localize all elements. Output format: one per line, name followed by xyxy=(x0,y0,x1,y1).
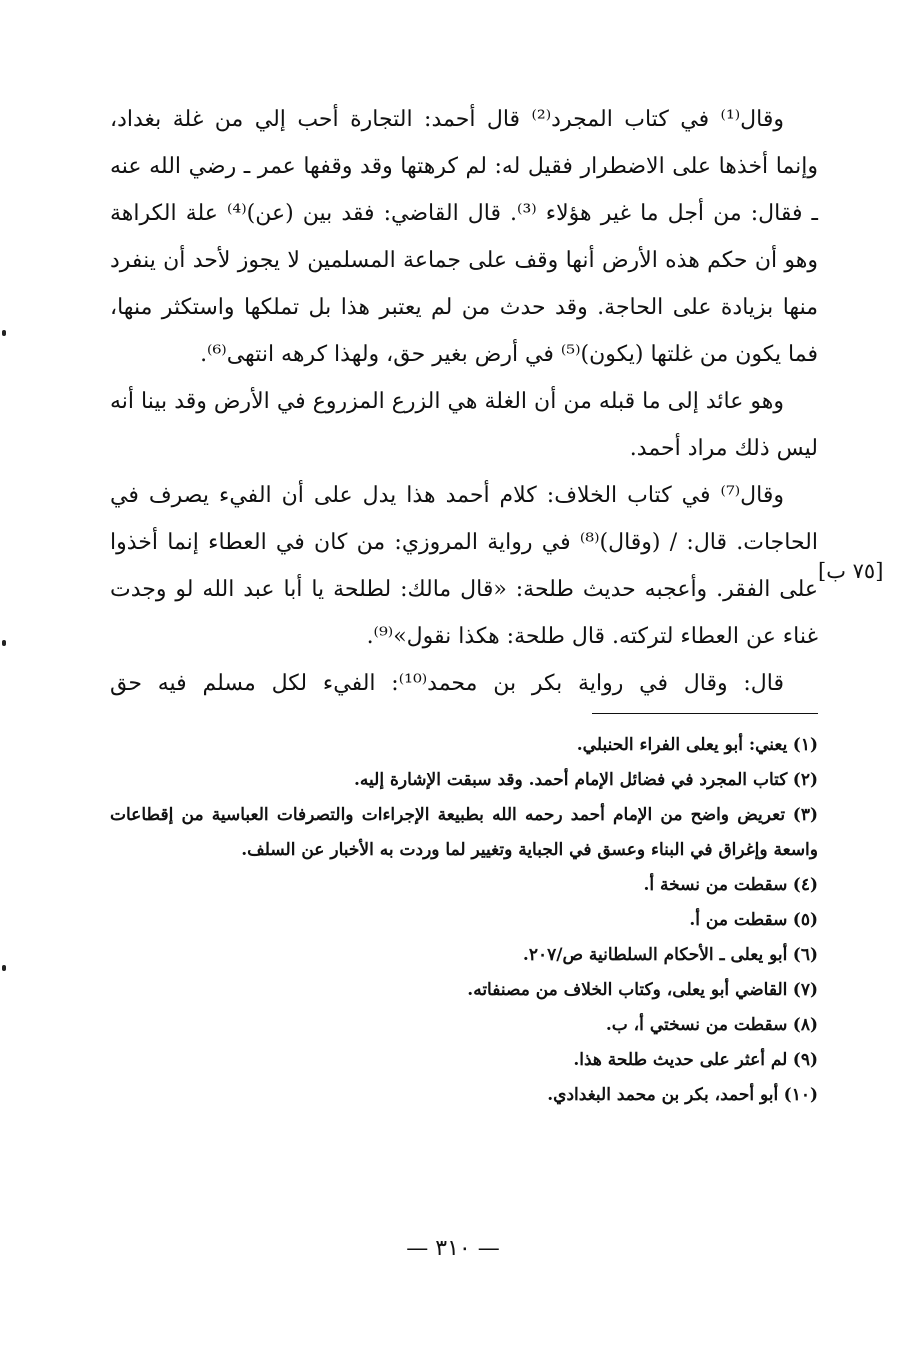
footnote-divider xyxy=(592,713,818,714)
main-text xyxy=(110,96,818,707)
footnote-7: (٧) القاضي أبو يعلى، وكتاب الخلاف من مصنفاته. xyxy=(467,980,818,1000)
paragraph-3: وقال⁽⁷⁾ في كتاب الخلاف: كلام أحمد هذا يدل على أن الفيء يصرف في الحاجات. قال: / (وقال)⁽⁸⁾ في رواية المروزي: من كان في العطاء إنما أخذوا على الفقر. وأعجبه حديث طلحة: «قال مالك: لطلحة يا أبا عبد الله لو وجدت غناء عن العطاء لتركته. قال طلحة: هكذا نقول»⁽⁹⁾. xyxy=(110,483,819,649)
footnote-1: (١) يعني: أبو يعلى الفراء الحنبلي. xyxy=(576,735,818,755)
margin-folio-note: [٧٥ ب] xyxy=(818,559,884,583)
scan-edge-mark xyxy=(2,640,6,646)
footnote-6: (٦) أبو يعلى ـ الأحكام السلطانية ص/٢٠٧. xyxy=(522,945,818,965)
footnote-3: (٣) تعريض واضح من الإمام أحمد رحمه الله بطبيعة الإجراءات والتصرفات العباسية من إقطاعات واسعة وإغراق في البناء وعسق في الجباية وتغيير لما وردت به الأخبار عن السلف. xyxy=(110,805,818,860)
footnote-5: (٥) سقطت من أ. xyxy=(689,910,818,930)
footnote-4: (٤) سقطت من نسخة أ. xyxy=(643,875,818,895)
page-content xyxy=(110,96,818,1113)
footnote-10: (١٠) أبو أحمد، بكر بن محمد البغدادي. xyxy=(547,1085,818,1105)
footnote-9: (٩) لم أعثر على حديث طلحة هذا. xyxy=(573,1050,818,1070)
footnote-2: (٢) كتاب المجرد في فضائل الإمام أحمد. وقد سبقت الإشارة إليه. xyxy=(354,770,818,790)
paragraph-2: وهو عائد إلى ما قبله من أن الغلة هي الزرع المزروع في الأرض وقد بينا أنه ليس ذلك مراد أحمد. xyxy=(110,389,818,461)
page-number: — ٣١٠ — xyxy=(406,1236,500,1261)
scan-edge-mark xyxy=(2,965,6,971)
paragraph-1: وقال⁽¹⁾ في كتاب المجرد⁽²⁾ قال أحمد: التجارة أحب إلي من غلة بغداد، وإنما أخذها على الاضطرار فقيل له: لم كرهتها وقد وقفها عمر ـ رضي الله عنه ـ فقال: من أجل ما غير هؤلاء ⁽³⁾. قال القاضي: فقد بين (عن)⁽⁴⁾ علة الكراهة وهو أن حكم هذه الأرض أنها وقف على جماعة المسلمين لا يجوز لأحد أن ينفرد منها بزيادة على الحاجة. وقد حدث من لم يعتبر هذا بل تملكها واستكثر منها، فما يكون من غلتها (يكون)⁽⁵⁾ في أرض بغير حق، ولهذا كرهه انتهى⁽⁶⁾. xyxy=(110,107,818,367)
scan-edge-mark xyxy=(2,330,6,336)
paragraph-4: قال: وقال في رواية بكر بن محمد⁽¹⁰⁾: الفيء لكل مسلم فيه حق xyxy=(110,671,784,696)
footnote-8: (٨) سقطت من نسختي أ، ب. xyxy=(605,1015,818,1035)
footnotes xyxy=(110,728,818,1113)
